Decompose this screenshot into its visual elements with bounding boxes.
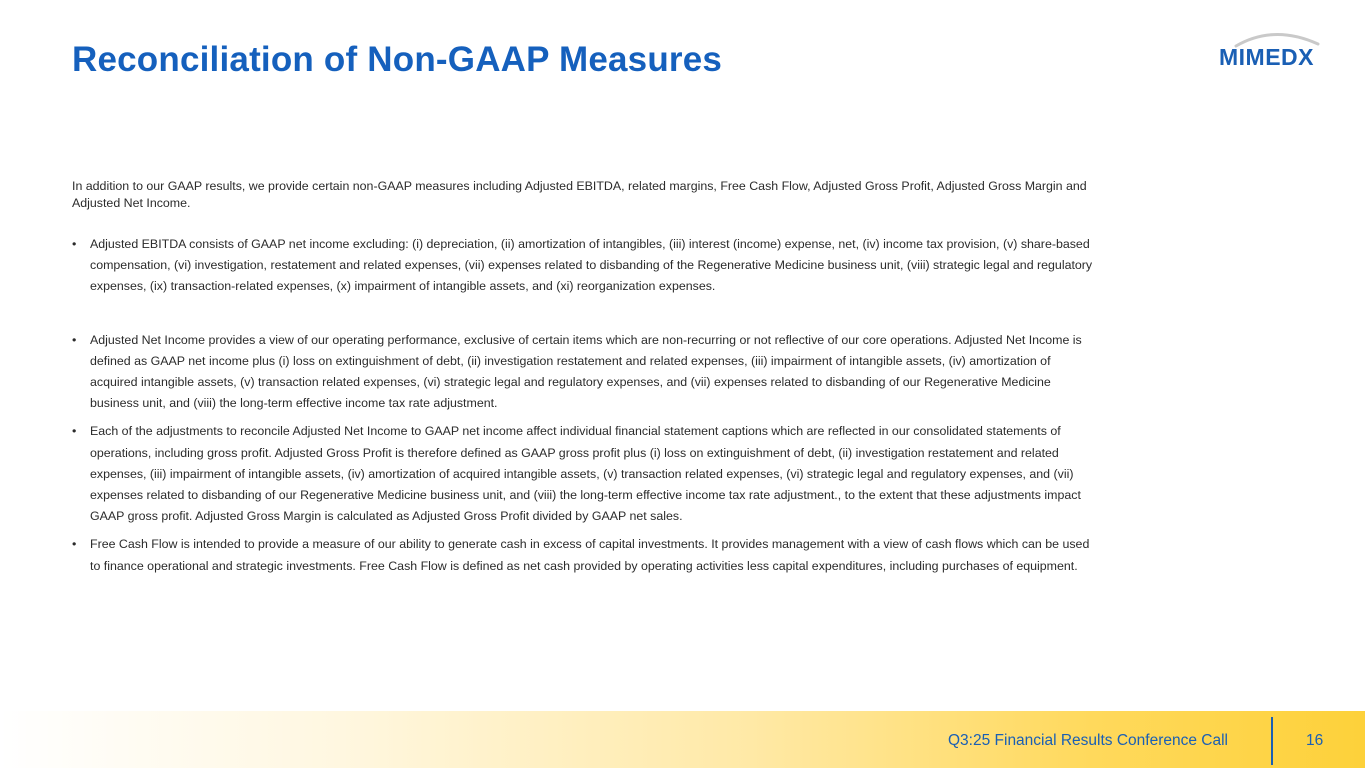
bullet-text: Free Cash Flow is intended to provide a measure of our ability to generate cash in excess of capital investments. It provides management with a view of cash flows which can be used to finance operational and strategic investments. Free Cash Flow is defined as net cash provided by operating activities less capital expenditures, including purchases of equipment. [90, 537, 1090, 573]
bullet-text: Adjusted Net Income provides a view of our operating performance, exclusive of certain items which are non-recurring or not reflective of our core operations. Adjusted Net Income is defined as GAAP net income plus (i) loss on extinguishment of debt, (ii) investigation restatement and related expenses, (iii) impairment of intangible assets, (iv) amortization of acquired intangible assets, (v) transaction related expenses, (vi) strategic legal and regulatory expenses, and (vii) expenses related to disbanding of our Regenerative Medicine business unit, and (viii) the long-term effective income tax rate adjustment. [90, 332, 1082, 411]
logo-text: MIMEDX [1219, 44, 1314, 70]
page-number: 16 [1306, 732, 1324, 749]
intro-paragraph: In addition to our GAAP results, we provide certain non-GAAP measures including Adjusted EBITDA, related margins, Free Cash Flow, Adjusted Gross Profit, Adjusted Gross Margin and Adjusted Net Income. [72, 179, 1087, 210]
bullet-icon: • [72, 237, 77, 251]
footer-bar [0, 711, 1365, 768]
list-item [72, 421, 1097, 527]
list-item [72, 534, 1097, 576]
bullet-text: Each of the adjustments to reconcile Adjusted Net Income to GAAP net income affect individual financial statement captions which are reflected in our consolidated statements of operations, including gross profit. Adjusted Gross Profit is therefore defined as GAAP gross profit plus (i) loss on extinguishment of debt, (ii) investigation restatement and related expenses, (iii) impairment of intangible assets, (iv) amortization of acquired intangible assets, (v) transaction related expenses, (vi) strategic legal and regulatory expenses, and (vii) expenses related to disbanding of our Regenerative Medicine business unit, and (viii) the long-term effective income tax rate adjustment., to the extent that these adjustments impact GAAP gross profit. Adjusted Gross Margin is calculated as Adjusted Gross Profit divided by GAAP net sales. [90, 424, 1081, 524]
footer-event-title: Q3:25 Financial Results Conference Call [948, 732, 1228, 749]
slide-title: Reconciliation of Non-GAAP Measures [72, 40, 723, 79]
bullet-icon: • [72, 424, 77, 439]
bullet-icon: • [72, 332, 77, 347]
mimedx-logo [1218, 28, 1330, 84]
list-item [72, 234, 1097, 298]
footer-divider [1271, 717, 1273, 765]
list-item [72, 330, 1097, 415]
bullet-text: Adjusted EBITDA consists of GAAP net income excluding: (i) depreciation, (ii) amortization of intangibles, (iii) interest (income) expense, net, (iv) income tax provision, (v) share-based compensation, (vi) investigation, restatement and related expenses, (vii) expenses related to disbanding of the Regenerative Medicine business unit, (viii) strategic legal and regulatory expenses, (ix) transaction-related expenses, (x) impairment of intangible assets, and (xi) reorganization expenses. [90, 237, 1093, 294]
slide-body [72, 178, 1097, 577]
definitions-list [72, 234, 1097, 577]
bullet-icon: • [72, 537, 77, 552]
